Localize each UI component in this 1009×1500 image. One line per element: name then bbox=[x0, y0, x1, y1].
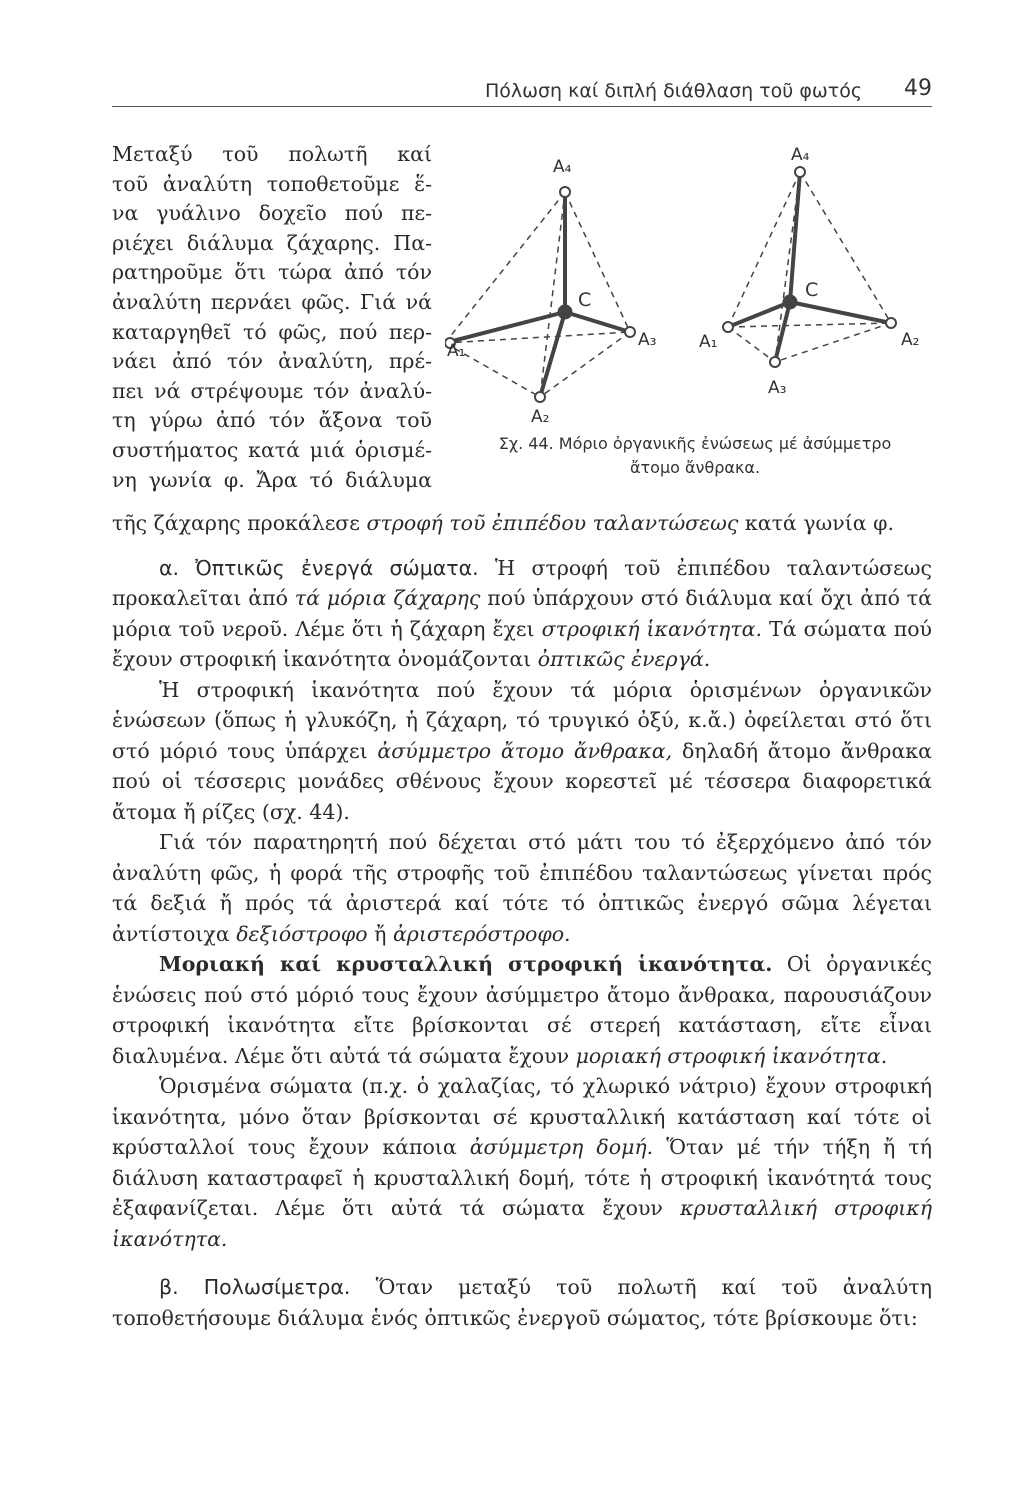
text-run: Ὁρισμένα σώματα (π.χ. ὁ χαλαζίας, τό χλωρικό νάτριο) ἔχουν στροφική ἱκανότητα, μόνο ὅταν βρίσκονται σέ κρυσταλλική κατάσταση καί τότε οἱ κρύσταλλοί τους ἔχουν κάποια bbox=[112, 1074, 932, 1159]
label-left-a2: A₂ bbox=[531, 407, 550, 427]
paragraph-beta bbox=[112, 1272, 932, 1333]
figure-44-molecule bbox=[445, 140, 935, 440]
text-run: Οἱ ὀργανικές ἑνώσεις πού στό μόριό τους ἔχουν ἀσύμμετρο ἄτομο ἄνθρακα, παρουσιάζουν στροφική ἱκανότητα εἴτε βρίσκονται σέ στερεή κατάσταση, εἴτε εἶναι διαλυμένα. Λέμε ὅτι αὐτά τά σώματα ἔχουν bbox=[112, 952, 932, 1068]
section-heading-beta: β. Πολωσίμετρα. bbox=[159, 1275, 351, 1299]
paragraph-alpha bbox=[112, 553, 932, 675]
text-run: Ὅταν μέ τήν τήξη ἤ τή διάλυση καταστραφεῖ ἡ κρυσταλλική δομή, τότε ἡ στροφική ἱκανότητά τους ἐξαφανίζεται. Λέμε ὅτι αὐτά τά σώματα ἔχουν bbox=[112, 1135, 932, 1220]
intro-line-2: τοῦ ἀναλύτη τοποθετοῦμε ἕ- bbox=[112, 171, 432, 196]
text-run: δηλαδή ἄτομο ἄνθρακα πού οἱ τέσσερις μονάδες σθένους ἔχουν κορεστεῖ μέ τέσσερα διαφορετικά ἄτομα ἤ ρίζες (σχ. 44). bbox=[112, 738, 932, 824]
italic-term: κρυσταλλική στροφική ἱκανότητα. bbox=[112, 1196, 933, 1251]
label-left-a1: A₁ bbox=[447, 341, 466, 361]
bold-heading: Μοριακή καί κρυσταλλική στροφική ἱκανότητα. bbox=[159, 952, 773, 976]
label-right-a1: A₁ bbox=[699, 332, 718, 352]
paragraph-paratiriti bbox=[112, 827, 932, 949]
italic-term: στροφή τοῦ ἐπιπέδου ταλαντώσεως bbox=[366, 511, 739, 535]
italic-term: μοριακή στροφική ἱκανότητα. bbox=[575, 1043, 888, 1068]
italic-term: δεξιόστροφο bbox=[236, 921, 368, 946]
page-header bbox=[112, 76, 932, 107]
intro-line-12: νη γωνία φ. Ἄρα τό διάλυμα bbox=[112, 467, 432, 492]
text-run: Γιά τόν παρατηρητή πού δέχεται στό μάτι του τό ἐξερχόμενο ἀπό τόν ἀναλύτη φῶς, ἡ φορά τῆς στροφῆς τοῦ ἐπιπέδου ταλαντώσεως γίνεται πρός τά δεξιά ἤ πρός τά ἀριστερά καί τότε τό ὀπτικῶς ἐνεργό σῶμα λέγεται ἀντίστοιχα bbox=[112, 830, 932, 946]
right-tetrahedron bbox=[723, 167, 896, 367]
intro-line-8: νάει ἀπό τόν ἀναλύτη, πρέ- bbox=[112, 349, 432, 374]
text-run: Ἡ στροφή τοῦ ἐπιπέδου ταλαντώσεως προκαλεῖται ἀπό bbox=[112, 555, 932, 610]
intro-column bbox=[112, 140, 432, 495]
label-left-a3: A₃ bbox=[638, 330, 657, 350]
intro-line-6: ἀναλύτη περνάει φῶς. Γιά νά bbox=[112, 289, 432, 314]
text-run: Ὅταν μεταξύ τοῦ πολωτῆ καί τοῦ ἀναλύτη τοποθετήσουμε διάλυμα ἑνός ὀπτικῶς ἐνεργοῦ σώματος, τότε βρίσκουμε ὅτι: bbox=[112, 1275, 933, 1330]
text-run: Ἡ στροφική ἱκανότητα πού ἔχουν τά μόρια ὁρισμένων ὀργανικῶν ἑνώσεων (ὅπως ἡ γλυκόζη, ἡ ζάχαρη, τό τρυγικό ὀξύ, κ.ἄ.) ὀφείλεται στό ὅτι στό μόριό τους ὑπάρχει bbox=[112, 677, 932, 763]
label-left-c: C bbox=[578, 289, 592, 311]
text-run: ἤ bbox=[367, 921, 393, 946]
italic-term: στροφική ἱκανότητα. bbox=[541, 616, 762, 641]
line-after-figure bbox=[112, 508, 932, 539]
paragraph-moriaki bbox=[112, 949, 932, 1071]
italic-term: ἀριστερόστροφο. bbox=[392, 921, 571, 946]
intro-line-11: συστήματος κατά μιά ὁρισμέ- bbox=[112, 437, 432, 462]
figure-caption bbox=[455, 432, 935, 480]
paragraph-orismena bbox=[112, 1071, 932, 1254]
section-heading-alpha: α. Ὀπτικῶς ἐνεργά σώματα. bbox=[159, 555, 479, 580]
intro-line-3: να γυάλινο δοχεῖο πού πε- bbox=[112, 201, 432, 226]
label-left-a4: A₄ bbox=[553, 157, 572, 177]
main-text bbox=[112, 508, 932, 1333]
italic-term: τά μόρια ζάχαρης bbox=[294, 586, 481, 610]
label-right-c: C bbox=[805, 279, 819, 301]
text-run: Τά σώματα πού ἔχουν στροφική ἱκανότητα ὀνομάζονται bbox=[112, 616, 932, 671]
molecule-diagram bbox=[445, 140, 935, 440]
intro-line-7: καταργηθεῖ τό φῶς, πού περ- bbox=[112, 319, 432, 344]
italic-term: ἀσύμμετρη δομή. bbox=[469, 1135, 654, 1159]
running-title: Πόλωση καί διπλή διάθλαση τοῦ φωτός bbox=[484, 80, 862, 102]
left-tetrahedron bbox=[445, 187, 635, 402]
italic-term: ὀπτικῶς ἐνεργά. bbox=[537, 647, 711, 671]
label-right-a4: A₄ bbox=[791, 145, 810, 165]
text-run: πού ὑπάρχουν στό διάλυμα καί ὄχι ἀπό τά μόρια τοῦ νεροῦ. Λέμε ὅτι ἡ ζάχαρη ἔχει bbox=[112, 586, 932, 641]
caption-line-1: Σχ. 44. Μόριο ὀργανικῆς ἐνώσεως μέ ἀσύμμετρο bbox=[498, 434, 892, 453]
intro-line-9: πει νά στρέψουμε τόν ἀναλύ- bbox=[112, 378, 432, 403]
paragraph-strofiki bbox=[112, 675, 932, 828]
intro-line-5: ρατηροῦμε ὅτι τώρα ἀπό τόν bbox=[112, 260, 432, 285]
page-number: 49 bbox=[904, 76, 932, 101]
label-right-a3: A₃ bbox=[768, 378, 787, 398]
intro-line-1: Μεταξύ τοῦ πολωτῆ καί bbox=[112, 142, 432, 166]
text-run: κατά γωνία φ. bbox=[738, 511, 894, 535]
caption-line-2: ἄτομο ἄνθρακα. bbox=[629, 458, 761, 477]
label-right-a2: A₂ bbox=[901, 330, 920, 350]
intro-line-4: ριέχει διάλυμα ζάχαρης. Πα- bbox=[112, 230, 432, 255]
intro-line-10: τη γύρω ἀπό τόν ἄξονα τοῦ bbox=[112, 408, 432, 433]
italic-term: ἀσύμμετρο ἄτομο ἄνθρακα, bbox=[377, 738, 673, 763]
text-run: τῆς ζάχαρης προκάλεσε bbox=[112, 511, 367, 535]
